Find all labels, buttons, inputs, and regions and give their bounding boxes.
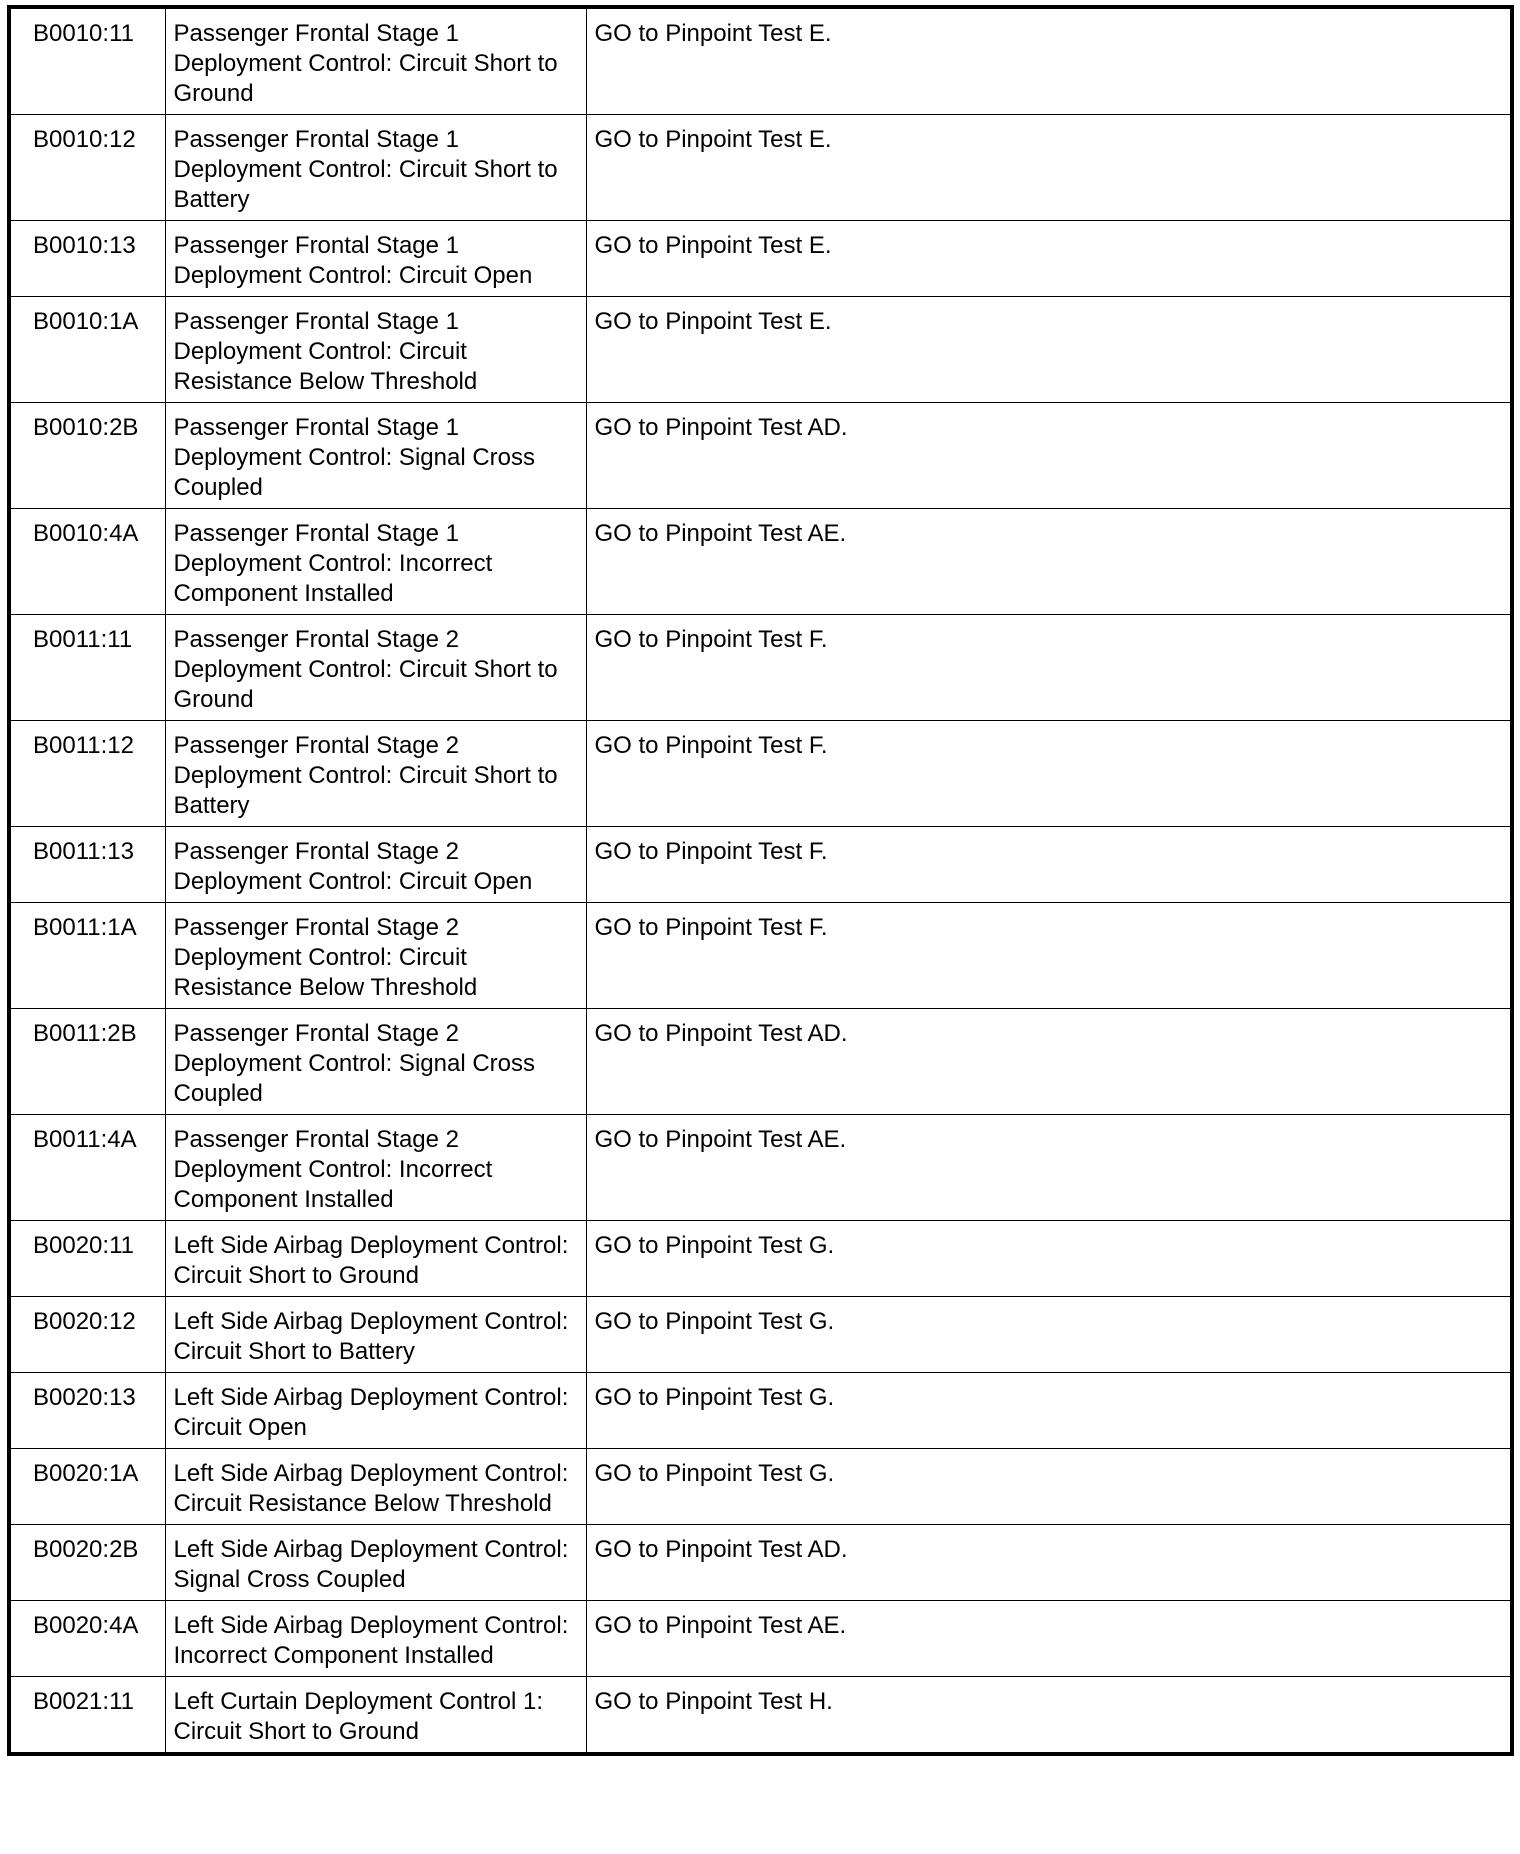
dtc-code-cell: B0010:12 [9,115,165,221]
dtc-table [7,5,1514,1756]
dtc-action-cell: GO to Pinpoint Test E. [586,7,1512,115]
table-row [9,615,1512,721]
dtc-code-cell: B0011:13 [9,827,165,903]
dtc-code-cell: B0010:11 [9,7,165,115]
dtc-action-cell: GO to Pinpoint Test E. [586,297,1512,403]
table-row [9,903,1512,1009]
dtc-code-cell: B0011:1A [9,903,165,1009]
dtc-code-cell: B0011:12 [9,721,165,827]
dtc-action-cell: GO to Pinpoint Test G. [586,1297,1512,1373]
dtc-action-cell: GO to Pinpoint Test AD. [586,1525,1512,1601]
dtc-description-cell: Passenger Frontal Stage 1 Deployment Control: Circuit Open [165,221,586,297]
dtc-description-cell: Left Curtain Deployment Control 1: Circuit Short to Ground [165,1677,586,1755]
dtc-code-cell: B0020:11 [9,1221,165,1297]
dtc-action-cell: GO to Pinpoint Test F. [586,615,1512,721]
dtc-action-cell: GO to Pinpoint Test G. [586,1221,1512,1297]
dtc-code-cell: B0020:12 [9,1297,165,1373]
table-row [9,7,1512,115]
dtc-code-cell: B0010:13 [9,221,165,297]
dtc-action-cell: GO to Pinpoint Test AD. [586,1009,1512,1115]
dtc-action-cell: GO to Pinpoint Test F. [586,903,1512,1009]
table-row [9,1297,1512,1373]
dtc-table-body [9,7,1512,1754]
table-row [9,827,1512,903]
dtc-code-cell: B0020:13 [9,1373,165,1449]
dtc-description-cell: Passenger Frontal Stage 2 Deployment Control: Circuit Open [165,827,586,903]
dtc-description-cell: Passenger Frontal Stage 2 Deployment Control: Circuit Short to Ground [165,615,586,721]
table-row [9,1115,1512,1221]
dtc-code-cell: B0011:2B [9,1009,165,1115]
table-row [9,1009,1512,1115]
table-row [9,1449,1512,1525]
dtc-action-cell: GO to Pinpoint Test AE. [586,509,1512,615]
dtc-action-cell: GO to Pinpoint Test E. [586,115,1512,221]
table-row [9,1601,1512,1677]
dtc-description-cell: Left Side Airbag Deployment Control: Circuit Resistance Below Threshold [165,1449,586,1525]
dtc-code-cell: B0020:1A [9,1449,165,1525]
dtc-description-cell: Left Side Airbag Deployment Control: Circuit Open [165,1373,586,1449]
table-row [9,1677,1512,1755]
dtc-code-cell: B0010:4A [9,509,165,615]
dtc-code-cell: B0011:4A [9,1115,165,1221]
dtc-code-cell: B0021:11 [9,1677,165,1755]
dtc-description-cell: Passenger Frontal Stage 1 Deployment Control: Circuit Resistance Below Threshold [165,297,586,403]
dtc-action-cell: GO to Pinpoint Test F. [586,827,1512,903]
table-row [9,115,1512,221]
dtc-action-cell: GO to Pinpoint Test E. [586,221,1512,297]
dtc-description-cell: Passenger Frontal Stage 1 Deployment Control: Incorrect Component Installed [165,509,586,615]
dtc-description-cell: Passenger Frontal Stage 2 Deployment Control: Circuit Resistance Below Threshold [165,903,586,1009]
dtc-action-cell: GO to Pinpoint Test F. [586,721,1512,827]
dtc-code-cell: B0020:2B [9,1525,165,1601]
dtc-code-cell: B0010:2B [9,403,165,509]
table-row [9,221,1512,297]
table-row [9,1525,1512,1601]
table-row [9,297,1512,403]
dtc-action-cell: GO to Pinpoint Test G. [586,1449,1512,1525]
dtc-description-cell: Left Side Airbag Deployment Control: Circuit Short to Ground [165,1221,586,1297]
table-row [9,1221,1512,1297]
dtc-code-cell: B0011:11 [9,615,165,721]
dtc-code-cell: B0010:1A [9,297,165,403]
dtc-description-cell: Passenger Frontal Stage 1 Deployment Control: Circuit Short to Ground [165,7,586,115]
dtc-description-cell: Left Side Airbag Deployment Control: Circuit Short to Battery [165,1297,586,1373]
dtc-action-cell: GO to Pinpoint Test AE. [586,1115,1512,1221]
table-row [9,721,1512,827]
dtc-description-cell: Passenger Frontal Stage 1 Deployment Control: Signal Cross Coupled [165,403,586,509]
dtc-code-cell: B0020:4A [9,1601,165,1677]
dtc-action-cell: GO to Pinpoint Test H. [586,1677,1512,1755]
dtc-description-cell: Passenger Frontal Stage 1 Deployment Control: Circuit Short to Battery [165,115,586,221]
dtc-description-cell: Passenger Frontal Stage 2 Deployment Control: Incorrect Component Installed [165,1115,586,1221]
dtc-action-cell: GO to Pinpoint Test AD. [586,403,1512,509]
dtc-description-cell: Left Side Airbag Deployment Control: Signal Cross Coupled [165,1525,586,1601]
table-row [9,403,1512,509]
dtc-action-cell: GO to Pinpoint Test AE. [586,1601,1512,1677]
dtc-action-cell: GO to Pinpoint Test G. [586,1373,1512,1449]
table-row [9,1373,1512,1449]
dtc-description-cell: Passenger Frontal Stage 2 Deployment Control: Signal Cross Coupled [165,1009,586,1115]
dtc-description-cell: Passenger Frontal Stage 2 Deployment Control: Circuit Short to Battery [165,721,586,827]
table-row [9,509,1512,615]
dtc-description-cell: Left Side Airbag Deployment Control: Incorrect Component Installed [165,1601,586,1677]
